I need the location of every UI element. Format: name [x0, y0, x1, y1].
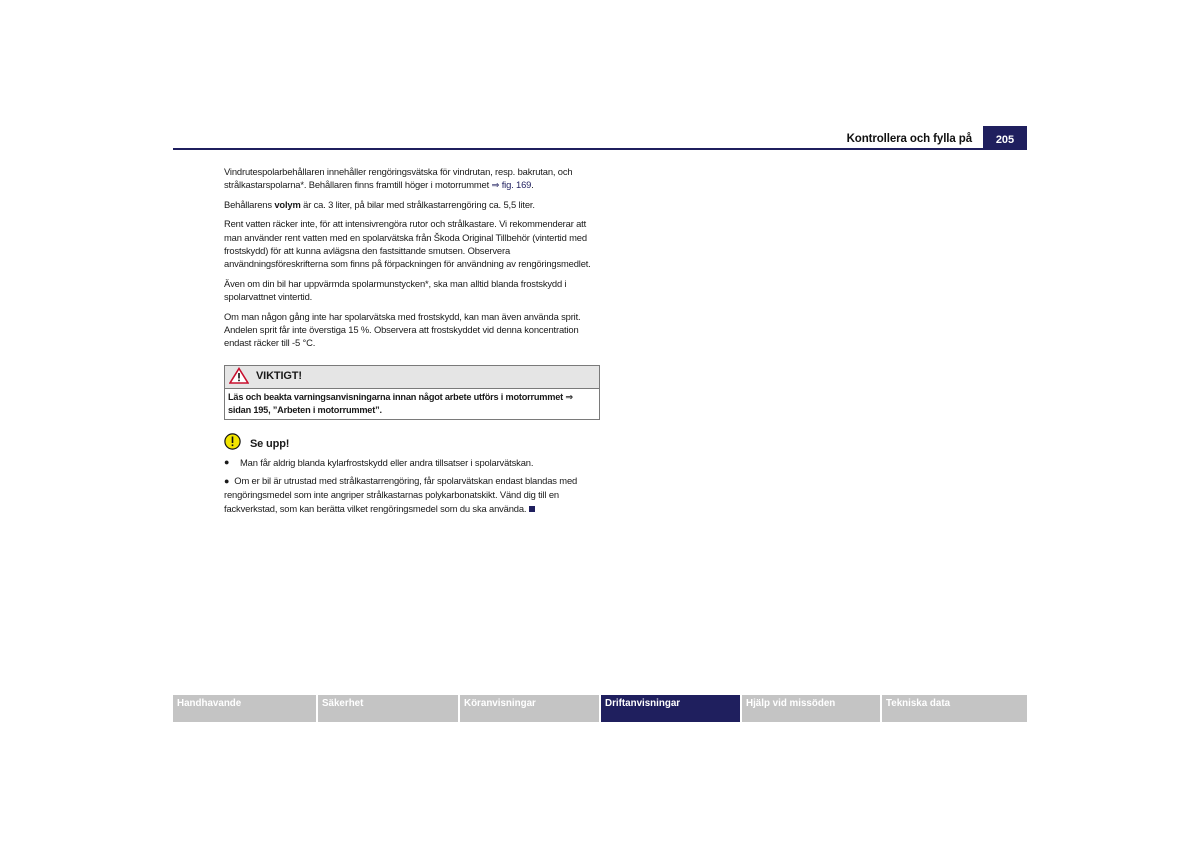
caution-bullet: ● Man får aldrig blanda kylarfrostskydd eller andra tillsatser i spolarvätskan.	[224, 457, 534, 469]
caution-header	[224, 433, 600, 453]
warning-text: Läs och beakta varningsanvisningarna innan något arbete utförs i motorrummet ⇒ sidan 195, ”Arbeten i motorrummet”.	[228, 391, 573, 415]
end-of-section-icon	[529, 506, 535, 512]
tab-handhavande[interactable]: Handhavande	[173, 695, 316, 722]
warning-triangle-icon	[229, 367, 249, 387]
warning-box	[224, 365, 600, 420]
caution-title: Se upp!	[250, 437, 290, 450]
bullet-dot-icon: ●	[224, 457, 230, 468]
volume-term: volym	[274, 198, 301, 210]
header-rule	[173, 148, 1027, 150]
paragraph-clean-water: Rent vatten räcker inte, för att intensivrengöra rutor och strålkastare. Vi rekommenderar att man använder rent vatten med en spolarvätska från Škoda Original Tillbehör (vintertid med frostskydd) för att kunna avlägsna den fastsittande smutsen. Observera användningsföreskrifterna som finns på förpackningen för användning av rengöringsmedlet.	[224, 218, 591, 270]
page-content	[224, 165, 600, 519]
tab-koranvisningar[interactable]: Köranvisningar	[460, 695, 599, 722]
tab-driftanvisningar[interactable]: Driftanvisningar	[601, 695, 740, 722]
chapter-tabs	[173, 695, 1027, 722]
caution-bullet: ● Om er bil är utrustad med strålkastarrengöring, får spolarvätskan endast blandas med rengöringsmedel som inte angriper strålkastarnas polykarbonatskikt. Vänd dig till en fackverkstad, som kan berätta vilket rengöringsmedel som du ska använda.	[224, 474, 578, 514]
page-number: 205	[983, 126, 1027, 149]
paragraph-volume: Behållarens volym är ca. 3 liter, på bilar med strålkastarrengöring ca. 5,5 liter.	[224, 198, 535, 210]
warning-title: VIKTIGT!	[256, 370, 302, 383]
tab-sakerhet[interactable]: Säkerhet	[318, 695, 458, 722]
paragraph-reservoir: Vindrutespolarbehållaren innehåller rengöringsvätska för vindrutan, resp. bakrutan, och strålkastarspolarna*. Behållaren finns framtill höger i motorrummet ⇒ fig. 169.	[224, 166, 573, 191]
tab-tekniska-data[interactable]: Tekniska data	[882, 695, 1027, 722]
bullet-dot-icon: ●	[224, 475, 230, 486]
section-title: Kontrollera och fylla på	[846, 133, 972, 145]
paragraph-alcohol: Om man någon gång inte har spolarvätska med frostskydd, kan man även använda sprit. Andelen sprit får inte överstiga 15 %. Observera att frostskyddet vid denna koncentration endast räcker till -5 °C.	[224, 310, 581, 349]
figure-link[interactable]: ⇒ fig. 169	[491, 179, 532, 191]
tab-hjalp-vid-missoden[interactable]: Hjälp vid missöden	[742, 695, 880, 722]
paragraph-heated-nozzles: Även om din bil har uppvärmda spolarmunstycken*, ska man alltid blanda frostskydd i spolarvattnet vintertid.	[224, 277, 567, 303]
warning-header	[225, 366, 599, 389]
caution-circle-icon	[224, 433, 241, 453]
